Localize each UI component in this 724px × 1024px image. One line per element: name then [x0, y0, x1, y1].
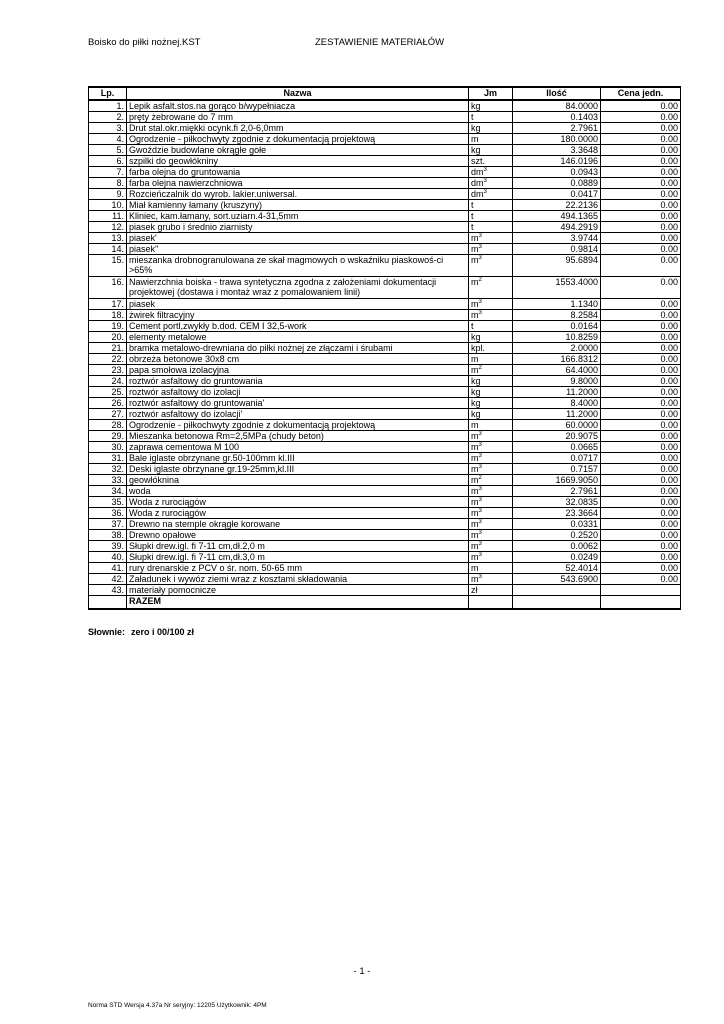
row-unit: m [469, 420, 513, 431]
row-lp: 11. [89, 211, 127, 222]
row-unit: $dm^3$ [469, 167, 513, 178]
row-lp: 29. [89, 431, 127, 442]
row-quantity: 166.8312 [513, 354, 601, 365]
row-lp: 4. [89, 134, 127, 145]
table-row [89, 277, 681, 299]
materials-table [88, 86, 681, 610]
row-unit-price: 0.00 [601, 123, 681, 134]
row-lp: 2. [89, 112, 127, 123]
table-row [89, 453, 681, 464]
table-row [89, 200, 681, 211]
row-unit-price: 0.00 [601, 310, 681, 321]
row-lp: 17. [89, 299, 127, 310]
row-name: obrzeża betonowe 30x8 cm [127, 354, 469, 365]
row-lp: 43. [89, 585, 127, 596]
row-unit-price: 0.00 [601, 277, 681, 299]
row-lp: 1. [89, 100, 127, 112]
row-lp: 19. [89, 321, 127, 332]
row-quantity: 494.1365 [513, 211, 601, 222]
row-unit-price: 0.00 [601, 354, 681, 365]
row-lp: 13. [89, 233, 127, 244]
table-row [89, 354, 681, 365]
row-name: piasek' [127, 233, 469, 244]
row-lp: 22. [89, 354, 127, 365]
row-lp: 35. [89, 497, 127, 508]
table-row [89, 100, 681, 112]
row-quantity: 0.0665 [513, 442, 601, 453]
row-unit-price: 0.00 [601, 519, 681, 530]
row-quantity: 180.0000 [513, 134, 601, 145]
row-unit: t [469, 112, 513, 123]
row-name: Woda z rurociągów [127, 497, 469, 508]
row-lp: 15. [89, 255, 127, 277]
row-unit-price: 0.00 [601, 453, 681, 464]
table-row [89, 486, 681, 497]
row-unit: kg [469, 100, 513, 112]
row-unit: m [469, 354, 513, 365]
row-name: Ogrodzenie - piłkochwyty zgodnie z dokumentacją projektową [127, 134, 469, 145]
table-row [89, 123, 681, 134]
row-quantity: 22.2136 [513, 200, 601, 211]
row-quantity: 0.0164 [513, 321, 601, 332]
row-name: piasek [127, 299, 469, 310]
row-unit: $m^3$ [469, 453, 513, 464]
row-name: zaprawa cementowa M 100 [127, 442, 469, 453]
table-row [89, 464, 681, 475]
row-unit-price: 0.00 [601, 398, 681, 409]
row-unit-price: 0.00 [601, 189, 681, 200]
row-quantity: 52.4014 [513, 563, 601, 574]
row-unit-price: 0.00 [601, 365, 681, 376]
total-cell [601, 596, 681, 610]
table-row [89, 552, 681, 563]
row-lp: 31. [89, 453, 127, 464]
row-unit-price: 0.00 [601, 530, 681, 541]
row-lp: 40. [89, 552, 127, 563]
table-row [89, 365, 681, 376]
row-unit: $m^3$ [469, 244, 513, 255]
row-lp: 32. [89, 464, 127, 475]
row-unit: $m^3$ [469, 233, 513, 244]
row-quantity: 0.0417 [513, 189, 601, 200]
table-row [89, 233, 681, 244]
row-unit-price: 0.00 [601, 497, 681, 508]
row-name: roztwór asfaltowy do izolacji' [127, 409, 469, 420]
row-name: farba olejna do gruntowania [127, 167, 469, 178]
row-lp: 23. [89, 365, 127, 376]
row-name: Słupki drew.igl. fi 7-11 cm,dł.3,0 m [127, 552, 469, 563]
table-row [89, 530, 681, 541]
row-name: Drut stal.okr.miękki ocynk.fi 2,0-6,0mm [127, 123, 469, 134]
row-unit: szt. [469, 156, 513, 167]
row-name: Załadunek i wywóz ziemi wraz z kosztami składowania [127, 574, 469, 585]
row-unit-price: 0.00 [601, 332, 681, 343]
table-row [89, 563, 681, 574]
amount-in-words-label: Słownie: [88, 627, 126, 637]
row-unit-price: 0.00 [601, 156, 681, 167]
row-lp: 14. [89, 244, 127, 255]
total-cell [89, 596, 127, 610]
table-row [89, 244, 681, 255]
row-lp: 28. [89, 420, 127, 431]
row-lp: 30. [89, 442, 127, 453]
row-quantity: 20.9075 [513, 431, 601, 442]
row-quantity: 23.3664 [513, 508, 601, 519]
table-row [89, 211, 681, 222]
table-row [89, 332, 681, 343]
table-row [89, 376, 681, 387]
row-lp: 39. [89, 541, 127, 552]
row-unit: $m^3$ [469, 552, 513, 563]
row-name: Gwoździe budowlane okrągłe gołe [127, 145, 469, 156]
row-lp: 6. [89, 156, 127, 167]
row-unit: kg [469, 376, 513, 387]
row-unit-price: 0.00 [601, 145, 681, 156]
row-quantity: 2.7961 [513, 486, 601, 497]
table-row [89, 310, 681, 321]
row-name: Cement portl,zwykły b.dod. CEM I 32,5-work [127, 321, 469, 332]
row-lp: 16. [89, 277, 127, 299]
row-name: piasek'' [127, 244, 469, 255]
table-row [89, 321, 681, 332]
row-unit-price: 0.00 [601, 244, 681, 255]
row-quantity: 8.2584 [513, 310, 601, 321]
table-row [89, 156, 681, 167]
row-name: roztwór asfaltowy do gruntowania [127, 376, 469, 387]
row-unit: zł [469, 585, 513, 596]
row-quantity: 0.0943 [513, 167, 601, 178]
row-quantity: 0.0889 [513, 178, 601, 189]
row-lp: 7. [89, 167, 127, 178]
row-unit: $m^3$ [469, 310, 513, 321]
row-unit: kg [469, 398, 513, 409]
row-unit-price: 0.00 [601, 508, 681, 519]
row-name: Ogrodzenie - piłkochwyty zgodnie z dokumentacją projektową [127, 420, 469, 431]
row-quantity: 95.6894 [513, 255, 601, 277]
row-unit-price [601, 585, 681, 596]
document-header-left: Boisko do piłki nożnej.KST [88, 37, 201, 48]
row-name: materiały pomocnicze [127, 585, 469, 596]
row-lp: 27. [89, 409, 127, 420]
row-unit: $m^3$ [469, 464, 513, 475]
row-unit-price: 0.00 [601, 431, 681, 442]
row-lp: 37. [89, 519, 127, 530]
table-row [89, 387, 681, 398]
row-unit: $m^3$ [469, 541, 513, 552]
row-quantity: 11.2000 [513, 387, 601, 398]
row-unit: $dm^3$ [469, 178, 513, 189]
table-row [89, 585, 681, 596]
row-unit-price: 0.00 [601, 409, 681, 420]
table-row [89, 409, 681, 420]
row-name: żwirek filtracyjny [127, 310, 469, 321]
row-unit-price: 0.00 [601, 134, 681, 145]
row-unit: m [469, 563, 513, 574]
row-lp: 18. [89, 310, 127, 321]
row-lp: 33. [89, 475, 127, 486]
row-unit: $m^2$ [469, 277, 513, 299]
table-row [89, 299, 681, 310]
row-name: woda [127, 486, 469, 497]
row-quantity: 8.4000 [513, 398, 601, 409]
table-row [89, 112, 681, 123]
row-quantity: 543.6900 [513, 574, 601, 585]
row-quantity: 60.0000 [513, 420, 601, 431]
row-unit: $m^3$ [469, 431, 513, 442]
row-unit-price: 0.00 [601, 222, 681, 233]
row-quantity: 3.9744 [513, 233, 601, 244]
row-quantity: 0.0331 [513, 519, 601, 530]
row-unit: kg [469, 145, 513, 156]
row-unit-price: 0.00 [601, 200, 681, 211]
row-unit: $m^2$ [469, 475, 513, 486]
row-unit-price: 0.00 [601, 475, 681, 486]
row-unit: m [469, 134, 513, 145]
row-unit-price: 0.00 [601, 486, 681, 497]
row-lp: 42. [89, 574, 127, 585]
row-unit: $m^3$ [469, 574, 513, 585]
row-lp: 9. [89, 189, 127, 200]
row-quantity: 1.1340 [513, 299, 601, 310]
row-unit-price: 0.00 [601, 211, 681, 222]
row-quantity: 0.2520 [513, 530, 601, 541]
table-row [89, 398, 681, 409]
row-lp: 21. [89, 343, 127, 354]
row-quantity: 0.7157 [513, 464, 601, 475]
total-label: RAZEM [127, 596, 469, 610]
table-row [89, 420, 681, 431]
total-cell [513, 596, 601, 610]
row-unit-price: 0.00 [601, 343, 681, 354]
row-name: Deski iglaste obrzynane gr.19-25mm,kl.III [127, 464, 469, 475]
row-quantity: 1669.9050 [513, 475, 601, 486]
table-row [89, 541, 681, 552]
row-quantity: 0.0249 [513, 552, 601, 563]
row-name: szpilki do geowłókniny [127, 156, 469, 167]
row-lp: 38. [89, 530, 127, 541]
row-name: Rozcieńczalnik do wyrob. lakier.uniwersal. [127, 189, 469, 200]
row-quantity: 0.9814 [513, 244, 601, 255]
page-number: - 1 - [353, 966, 371, 977]
row-unit-price: 0.00 [601, 178, 681, 189]
row-quantity: 2.0000 [513, 343, 601, 354]
row-quantity: 9.8000 [513, 376, 601, 387]
table-row [89, 145, 681, 156]
row-unit-price: 0.00 [601, 376, 681, 387]
row-unit-price: 0.00 [601, 299, 681, 310]
row-unit-price: 0.00 [601, 464, 681, 475]
table-row [89, 178, 681, 189]
row-name: Woda z rurociągów [127, 508, 469, 519]
row-lp: 34. [89, 486, 127, 497]
row-name: pręty żebrowane do 7 mm [127, 112, 469, 123]
row-unit: kg [469, 332, 513, 343]
row-unit-price: 0.00 [601, 420, 681, 431]
row-unit: $m^3$ [469, 299, 513, 310]
row-unit: t [469, 211, 513, 222]
row-name: Miał kamienny łamany (kruszyny) [127, 200, 469, 211]
row-unit: $m^3$ [469, 530, 513, 541]
row-lp: 41. [89, 563, 127, 574]
total-row [89, 596, 681, 610]
row-unit: $m^3$ [469, 255, 513, 277]
row-unit: t [469, 321, 513, 332]
row-unit-price: 0.00 [601, 541, 681, 552]
row-lp: 12. [89, 222, 127, 233]
table-row [89, 189, 681, 200]
column-header-ilosc: Ilość [513, 87, 601, 100]
row-unit-price: 0.00 [601, 112, 681, 123]
row-unit-price: 0.00 [601, 574, 681, 585]
row-quantity: 64.4000 [513, 365, 601, 376]
row-unit: kpl. [469, 343, 513, 354]
row-name: bramka metalowo-drewniana do piłki nożnej ze złączami i śrubami [127, 343, 469, 354]
row-lp: 5. [89, 145, 127, 156]
column-header-lp: Lp. [89, 87, 127, 100]
row-quantity [513, 585, 601, 596]
row-quantity: 10.8259 [513, 332, 601, 343]
software-footer: Norma STD Wersja 4.37a Nr seryjny: 12205 Użytkownik: 4PM [88, 1002, 267, 1009]
row-unit: $m^3$ [469, 442, 513, 453]
table-row [89, 255, 681, 277]
table-row [89, 167, 681, 178]
row-unit-price: 0.00 [601, 442, 681, 453]
row-quantity: 146.0196 [513, 156, 601, 167]
row-name: papa smołowa izolacyjna [127, 365, 469, 376]
row-lp: 8. [89, 178, 127, 189]
row-quantity: 32.0835 [513, 497, 601, 508]
row-name: mieszanka drobnogranulowana ze skał magmowych o wskaźniku piaskowoś-ci >65% [127, 255, 469, 277]
row-unit: kg [469, 387, 513, 398]
column-header-cena: Cena jedn. [601, 87, 681, 100]
row-quantity: 1553.4000 [513, 277, 601, 299]
row-lp: 3. [89, 123, 127, 134]
row-name: Bale iglaste obrzynane gr.50-100mm kl.III [127, 453, 469, 464]
row-lp: 24. [89, 376, 127, 387]
row-unit: t [469, 200, 513, 211]
table-row [89, 519, 681, 530]
amount-in-words-value: zero i 00/100 zł [131, 627, 195, 637]
table-row [89, 442, 681, 453]
row-unit: kg [469, 409, 513, 420]
row-name: Słupki drew.igl. fi 7-11 cm,dł.2,0 m [127, 541, 469, 552]
row-name: Lepik asfalt.stos.na gorąco b/wypełniacza [127, 100, 469, 112]
row-quantity: 2.7961 [513, 123, 601, 134]
row-unit: $dm^3$ [469, 189, 513, 200]
row-name: Mieszanka betonowa Rm=2,5MPa (chudy beton) [127, 431, 469, 442]
row-lp: 10. [89, 200, 127, 211]
amount-in-words [88, 627, 194, 637]
row-unit: $m^3$ [469, 486, 513, 497]
table-row [89, 343, 681, 354]
row-name: rury drenarskie z PCV o śr. nom. 50-65 mm [127, 563, 469, 574]
row-unit: $m^3$ [469, 508, 513, 519]
row-lp: 26. [89, 398, 127, 409]
row-unit: t [469, 222, 513, 233]
table-row [89, 431, 681, 442]
row-unit-price: 0.00 [601, 552, 681, 563]
row-unit: $m^2$ [469, 365, 513, 376]
row-name: piasek grubo i średnio ziarnisty [127, 222, 469, 233]
total-cell [469, 596, 513, 610]
row-quantity: 0.0717 [513, 453, 601, 464]
column-header-jm: Jm [469, 87, 513, 100]
row-unit-price: 0.00 [601, 255, 681, 277]
row-unit-price: 0.00 [601, 387, 681, 398]
table-row [89, 508, 681, 519]
row-unit-price: 0.00 [601, 100, 681, 112]
row-quantity: 3.3648 [513, 145, 601, 156]
row-name: farba olejna nawierzchniowa [127, 178, 469, 189]
table-row [89, 574, 681, 585]
row-lp: 36. [89, 508, 127, 519]
row-quantity: 0.0062 [513, 541, 601, 552]
document-title: ZESTAWIENIE MATERIAŁÓW [315, 37, 445, 48]
table-row [89, 134, 681, 145]
row-unit: $m^3$ [469, 497, 513, 508]
row-unit-price: 0.00 [601, 233, 681, 244]
row-name: Kliniec, kam.łamany, sort.uziarn.4-31,5mm [127, 211, 469, 222]
row-lp: 20. [89, 332, 127, 343]
row-name: Drewno opałowe [127, 530, 469, 541]
row-quantity: 0.1403 [513, 112, 601, 123]
table-row [89, 497, 681, 508]
table-row [89, 475, 681, 486]
row-unit-price: 0.00 [601, 321, 681, 332]
row-quantity: 84.0000 [513, 100, 601, 112]
row-unit: kg [469, 123, 513, 134]
column-header-nazwa: Nazwa [127, 87, 469, 100]
row-unit-price: 0.00 [601, 563, 681, 574]
row-name: geowłóknina [127, 475, 469, 486]
row-unit-price: 0.00 [601, 167, 681, 178]
row-name: elementy metalowe [127, 332, 469, 343]
row-name: Nawierzchnia boiska - trawa syntetyczna zgodna z założeniami dokumentacji projektowej (dostawa i montaż wraz z pomalowaniem linii) [127, 277, 469, 299]
row-lp: 25. [89, 387, 127, 398]
row-quantity: 494.2919 [513, 222, 601, 233]
table-row [89, 222, 681, 233]
table-header-row [89, 87, 681, 100]
row-name: roztwór asfaltowy do gruntowania' [127, 398, 469, 409]
row-quantity: 11.2000 [513, 409, 601, 420]
row-name: roztwór asfaltowy do izolacji [127, 387, 469, 398]
row-unit: $m^3$ [469, 519, 513, 530]
row-name: Drewno na stemple okrągłe korowane [127, 519, 469, 530]
